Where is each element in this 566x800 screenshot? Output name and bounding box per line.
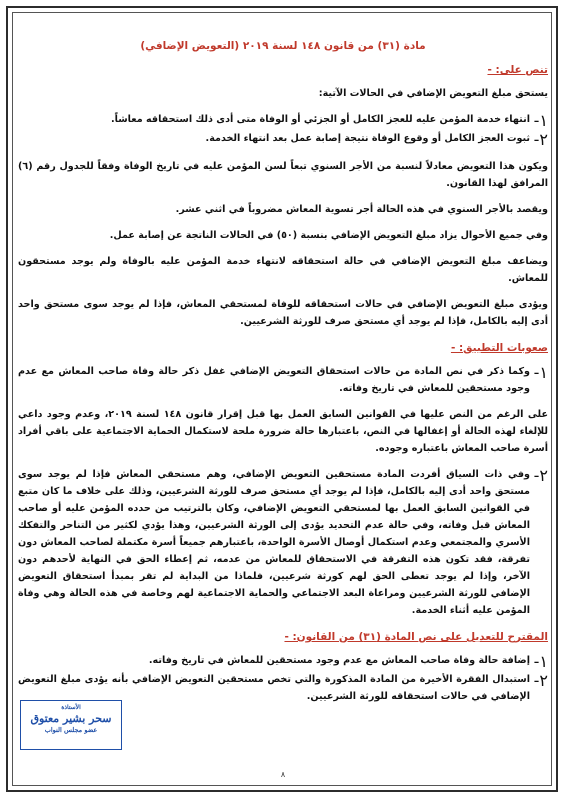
list-item: [18, 652, 548, 671]
list-item: [18, 363, 548, 397]
list-number: ٢-: [533, 130, 548, 149]
list-item-text: انتهاء خدمة المؤمن عليه للعجز الكامل أو الجزئي أو الوفاة متى أدى ذلك استحقاقه معاشاً.: [111, 114, 530, 125]
section-heading-difficulties: صعوبات التطبيق: -: [450, 342, 548, 354]
stamp-title: الأستاذة: [61, 704, 81, 711]
signature-stamp: [20, 700, 122, 750]
list-number: ١-: [533, 652, 548, 671]
paragraph: على الرغم من النص عليها في القوانين السابق العمل بها قبل إقرار قانون ١٤٨ لسنة ٢٠١٩، وعدم وجود داعي للإلغاء لهذه الحالة أو إغفالها في النص، باعتبارها حالة ضرورة ملحة لاستكمال الحماية الاجتماعية على باقي أفراد أسرة صاحب المعاش باعتباره وجوده.: [18, 409, 549, 454]
list-number: ٢-: [533, 671, 548, 690]
list-item-text: وكما ذكر في نص المادة من حالات استحقاق التعويض الإضافي غفل ذكر حالة وفاة صاحب المعاش مع عدم وجود مستحقين للمعاش في تاريخ وفاته.: [18, 366, 530, 394]
list-item-text: ثبوت العجز الكامل أو وقوع الوفاة نتيجة إصابة عمل بعد انتهاء الخدمة.: [205, 133, 530, 144]
section-heading-text: تنص على: -: [487, 64, 548, 76]
document-page: [18, 14, 548, 784]
paragraph: ويقصد بالأجر السنوي في هذه الحالة أجر تسوية المعاش مضروباً في اثني عشر.: [175, 204, 548, 215]
list-item: [18, 130, 548, 149]
stamp-name: سحر بشير معتوق: [30, 712, 112, 725]
list-number: ١-: [533, 363, 548, 382]
list-number: ٢-: [533, 466, 548, 485]
section-heading-proposal: المقترح للتعديل على نص المادة (٣١) من القانون: -: [284, 631, 548, 643]
paragraph: ويضاعف مبلغ التعويض الإضافي في حالة استحقاقه لانتهاء خدمة المؤمن عليه بالوفاة ولم يوجد مستحقون للمعاش.: [18, 256, 548, 284]
page-title: مادة (٣١) من قانون ١٤٨ لسنة ٢٠١٩ (التعويض الإضافي): [140, 40, 426, 52]
text-intro: يستحق مبلغ التعويض الإضافي في الحالات الآتية:: [318, 88, 548, 99]
list-item-text: استبدال الفقرة الأخيرة من المادة المذكورة والتي تخص مستحقين التعويض الإضافي بأنه يؤدى مبلغ التعويض الإضافي في حالات استحقاقه للورثة الشرعيين.: [18, 674, 530, 702]
page-number: ٨: [280, 770, 286, 779]
list-number: ١-: [533, 111, 548, 130]
paragraph: وفي جميع الأحوال يزاد مبلغ التعويض الإضافي بنسبة (٥٠) في الحالات الناتجة عن إصابة عمل.: [109, 230, 548, 241]
paragraph: ويؤدى مبلغ التعويض الإضافي في حالات استحقاقه للوفاة لمستحقي المعاش، فإذا لم يوجد سوى مستحق واحد أدى إليه بالكامل، فإذا لم يوجد أي مستحق صرف للورثة الشرعيين.: [18, 299, 548, 327]
list-item: [18, 466, 548, 619]
list-item-text: إضافة حالة وفاة صاحب المعاش مع عدم وجود مستحقين للمعاش في تاريخ وفاته.: [148, 655, 530, 666]
paragraph: ويكون هذا التعويض معادلاً لنسبة من الأجر السنوي تبعاً لسن المؤمن عليه في تاريخ الوفاة وفقاً للجدول رقم (٦) المرافق لهذا القانون.: [18, 161, 548, 189]
list-item-text: وفي ذات السياق أفردت المادة مستحقين التعويض الإضافي، وهم مستحقي المعاش فإذا لم يوجد سوى مستحق واحد أدى إليه بالكامل، فإذا لم يوجد أي مستحق صرف للورثة الشرعيين، وذلك على خلاف ما كان متبع في القوانين السابق العمل بها لمستحقي التعويض الإضافي، وكان بالترتيب من حدده المؤمن عليه أو صاحب المعاش قبل وفاته، وفي حالة عدم التحديد يؤدى إلى الورثة الشرعيين، وهذا يؤدي لكثير من التناحر والتفكك الأسري والمجتمعي وعدم استكمال أوصال الأسرة الواحدة، باعتبارهم جميعاً أسرة مكتملة لصاحب المعاش دون تفرقة، فقد تكون هذه التفرقة في الاستحقاق للمعاش من عدمه، ثم إعطاء الحق في النهاية لأحدهم دون الآخر، وإذا لم يوجد تعطى الحق لهم كورثة شرعيين، فلماذا من البداية لم تقر بمبدأ استحقاق التعويض الإضافي للورثة الشرعيين ومراعاة البعد الاجتماعي والحماية الاجتماعية لهم وخاصة في هذه الحالة وهي وفاة المؤمن عليه أثناء الخدمة.: [18, 469, 530, 616]
stamp-role: عضو مجلس النواب: [44, 726, 98, 734]
list-item: [18, 111, 548, 130]
